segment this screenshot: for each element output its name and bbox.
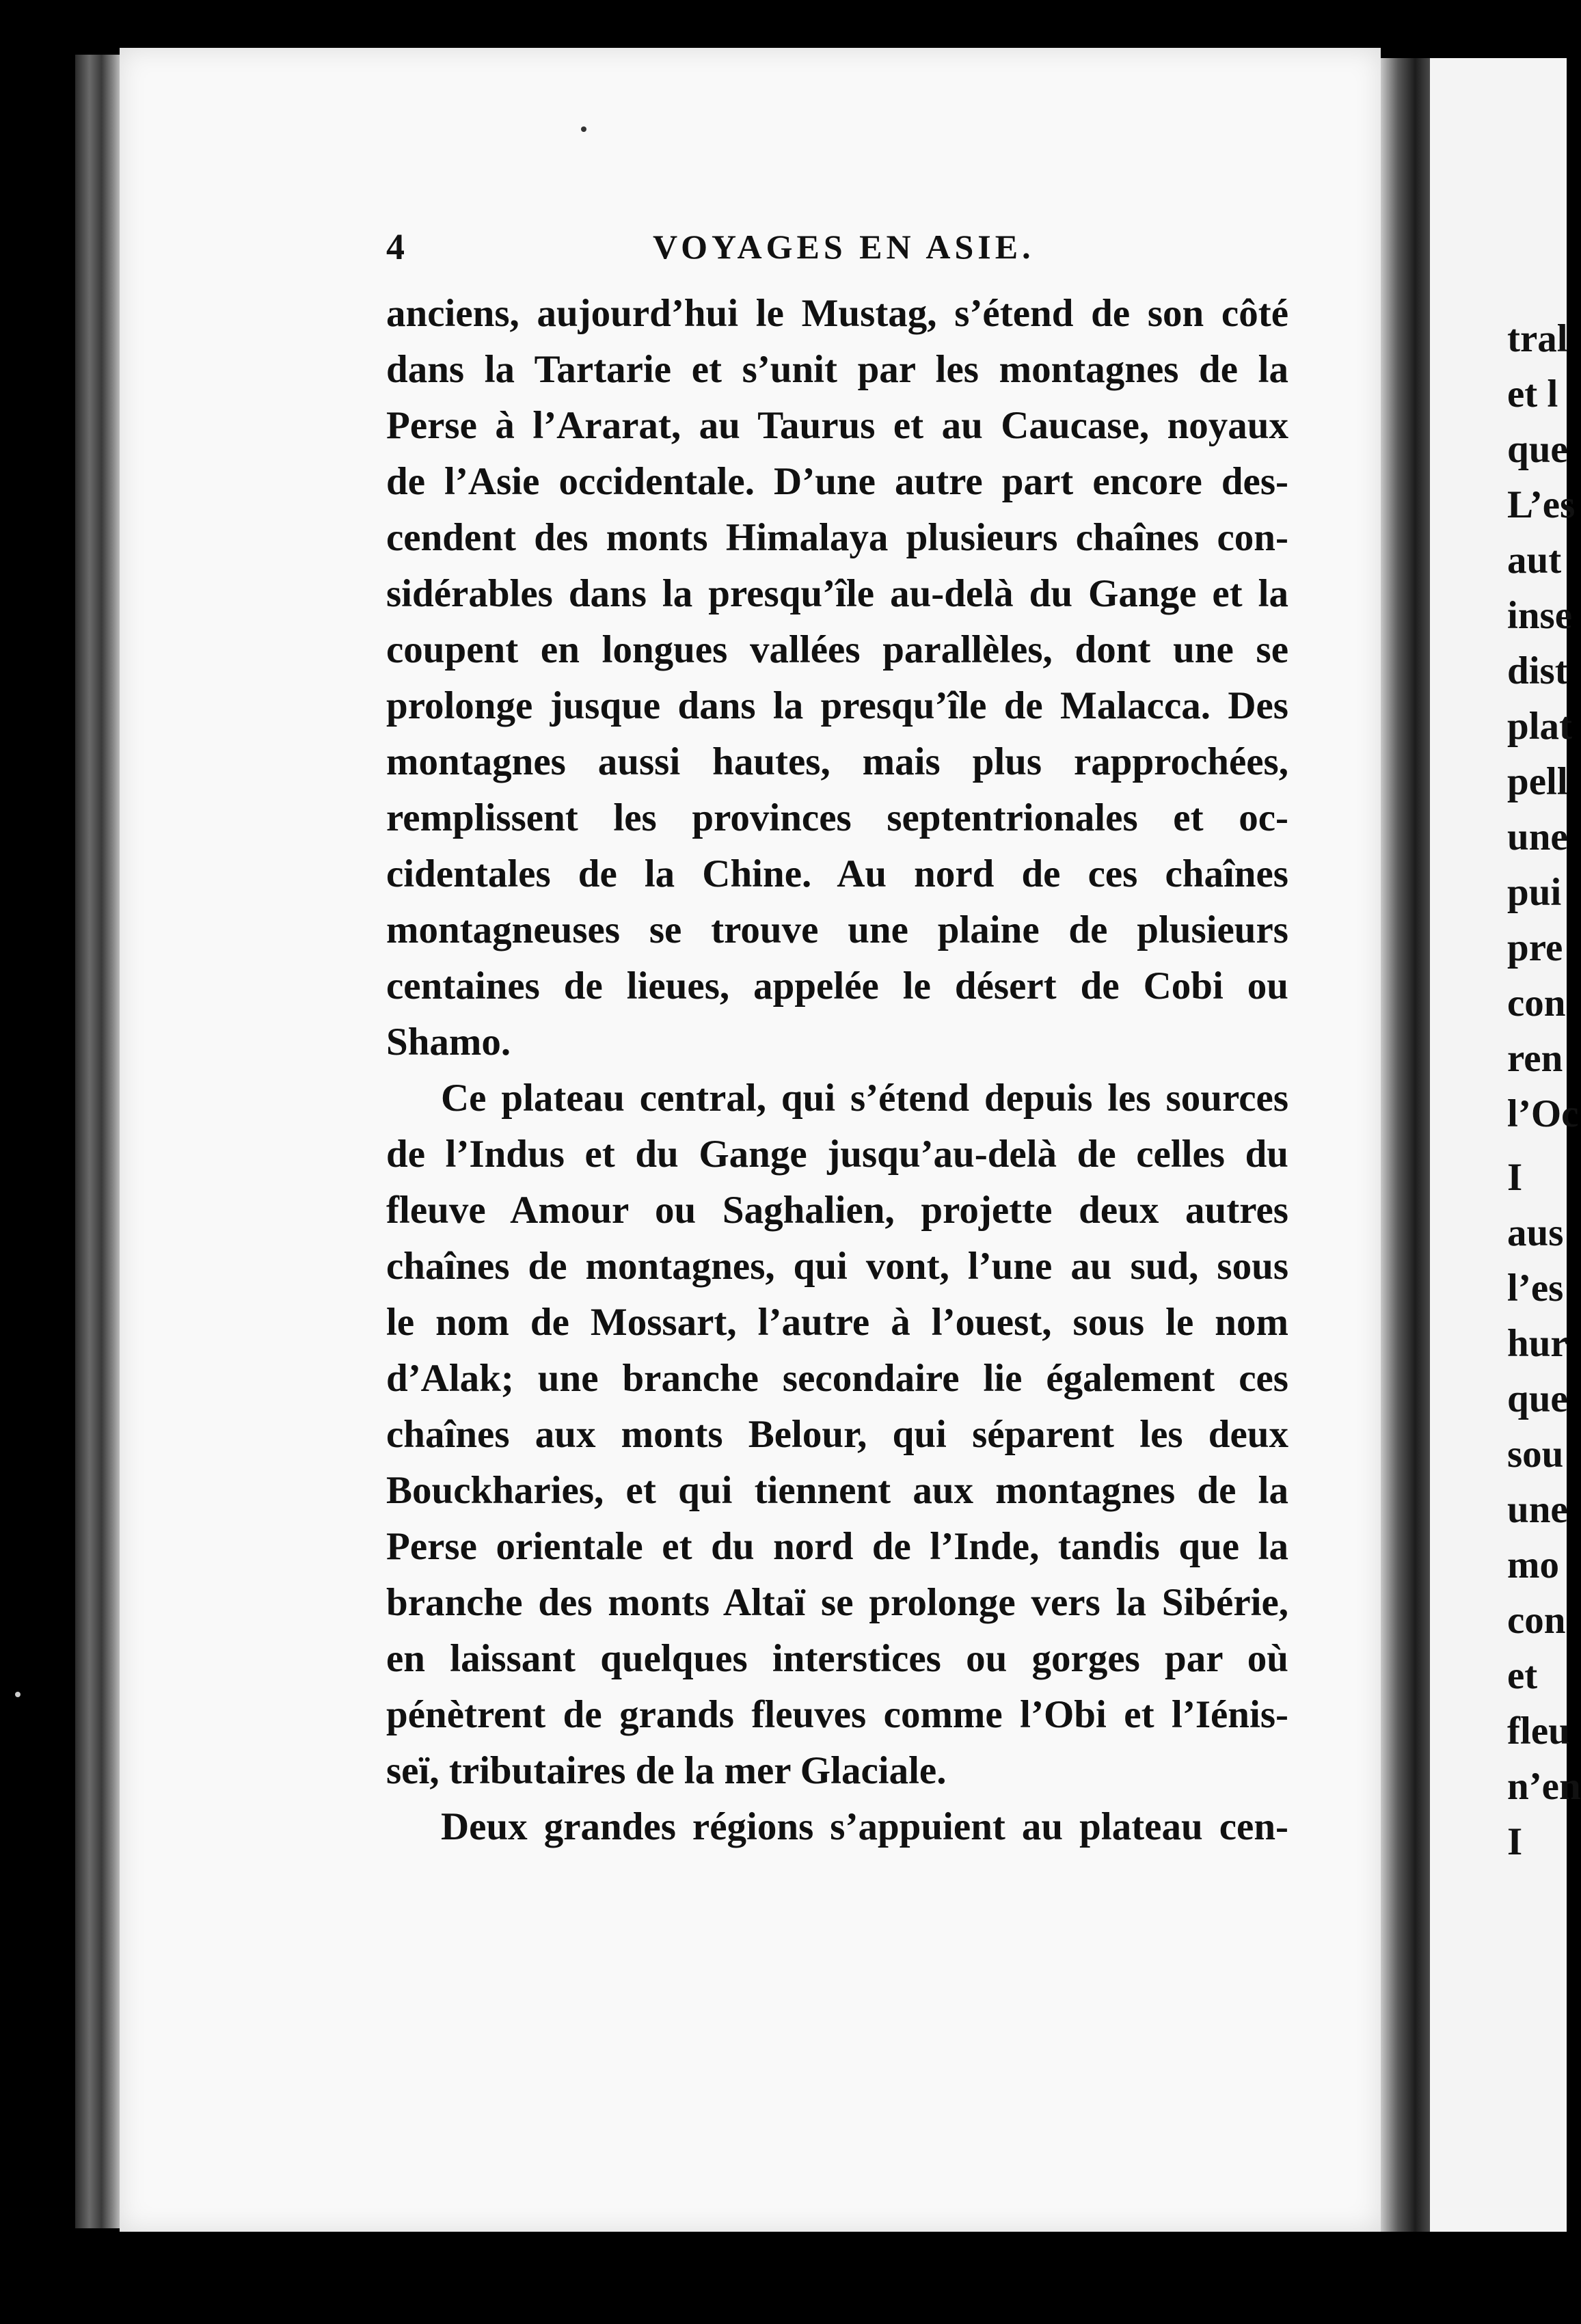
text-line: de l’Indus et du Gange jusqu’au-delà de celles du	[386, 1133, 1288, 1176]
text-line: d’Alak; une branche secondaire lie également ces	[386, 1357, 1288, 1400]
facing-line-fragment: I	[1507, 1820, 1523, 1863]
facing-line-fragment: pre	[1507, 926, 1563, 969]
facing-line-fragment: mo	[1507, 1543, 1559, 1586]
facing-line-fragment: ren	[1507, 1037, 1563, 1080]
text-line: en laissant quelques interstices ou gorges par où	[386, 1637, 1288, 1680]
text-line: montagneuses se trouve une plaine de plusieurs	[386, 908, 1288, 951]
facing-line-fragment: et	[1507, 1654, 1538, 1697]
scan-speck	[581, 126, 586, 132]
facing-line-fragment: n’en	[1507, 1765, 1581, 1808]
facing-line-fragment: hur	[1507, 1322, 1568, 1365]
text-line: dans la Tartarie et s’unit par les montagnes de la	[386, 348, 1288, 391]
facing-line-fragment: et l	[1507, 373, 1558, 416]
text-line: Deux grandes régions s’appuient au plateau cen-	[441, 1805, 1288, 1848]
book-spine-edge	[75, 55, 123, 2228]
text-line: chaînes de montagnes, qui vont, l’une au sud, sous	[386, 1245, 1288, 1288]
facing-line-fragment: tral	[1507, 317, 1568, 360]
facing-line-fragment: con	[1507, 982, 1566, 1025]
text-line: cendent des monts Himalaya plusieurs chaînes con-	[386, 516, 1288, 559]
facing-line-fragment: une	[1507, 1488, 1568, 1531]
text-line: centaines de lieues, appelée le désert de Cobi ou	[386, 964, 1288, 1008]
facing-line-fragment: pui	[1507, 871, 1562, 914]
facing-line-fragment: fleu	[1507, 1710, 1570, 1753]
facing-page-text	[1507, 311, 1581, 1869]
text-line: remplissent les provinces septentrionales et oc-	[386, 796, 1288, 839]
facing-line-fragment: l’es	[1507, 1267, 1564, 1310]
text-line: montagnes aussi hautes, mais plus rapprochées,	[386, 740, 1288, 783]
text-line: Perse orientale et du nord de l’Inde, tandis que la	[386, 1525, 1288, 1568]
facing-line-fragment: con	[1507, 1599, 1566, 1642]
text-line: cidentales de la Chine. Au nord de ces chaînes	[386, 852, 1288, 895]
facing-line-fragment: L’es	[1507, 483, 1576, 526]
facing-line-fragment: inse	[1507, 594, 1573, 637]
facing-line-fragment: une	[1507, 815, 1568, 859]
scan-speck	[15, 1692, 21, 1697]
facing-line-fragment: pell	[1507, 760, 1568, 803]
text-line: prolonge jusque dans la presqu’île de Malacca. Des	[386, 684, 1288, 727]
text-line: anciens, aujourd’hui le Mustag, s’étend de son côté	[386, 292, 1288, 335]
text-line: Perse à l’Ararat, au Taurus et au Caucase, noyaux	[386, 404, 1288, 447]
text-line: pénètrent de grands fleuves comme l’Obi et l’Iénis-	[386, 1693, 1288, 1736]
text-line: Shamo.	[386, 1021, 511, 1064]
facing-line-fragment: I	[1507, 1156, 1523, 1199]
text-line: fleuve Amour ou Saghalien, projette deux autres	[386, 1189, 1288, 1232]
text-line: de l’Asie occidentale. D’une autre part encore des-	[386, 460, 1288, 503]
page-number: 4	[386, 226, 405, 267]
facing-line-fragment: que	[1507, 428, 1568, 471]
running-title: VOYAGES EN ASIE.	[653, 228, 1035, 266]
facing-line-fragment: sou	[1507, 1433, 1564, 1476]
text-line: le nom de Mossart, l’autre à l’ouest, sous le nom	[386, 1301, 1288, 1344]
facing-line-fragment: aut	[1507, 539, 1562, 582]
body-text	[386, 286, 1288, 1855]
text-line: chaînes aux monts Belour, qui séparent les deux	[386, 1413, 1288, 1456]
text-line: Bouckharies, et qui tiennent aux montagnes de la	[386, 1469, 1288, 1512]
text-line: sidérables dans la presqu’île au-delà du Gange et la	[386, 572, 1288, 615]
facing-line-fragment: dist	[1507, 649, 1568, 692]
text-line: coupent en longues vallées parallèles, dont une se	[386, 628, 1288, 671]
text-line: Ce plateau central, qui s’étend depuis les sources	[441, 1077, 1288, 1120]
facing-line-fragment: plat	[1507, 705, 1573, 748]
facing-line-fragment: aus	[1507, 1211, 1564, 1254]
page-gutter	[1381, 58, 1430, 2232]
facing-line-fragment: l’Oc	[1507, 1092, 1579, 1135]
text-line: seï, tributaires de la mer Glaciale.	[386, 1749, 947, 1792]
facing-line-fragment: que	[1507, 1377, 1568, 1420]
text-line: branche des monts Altaï se prolonge vers la Sibérie,	[386, 1581, 1288, 1624]
